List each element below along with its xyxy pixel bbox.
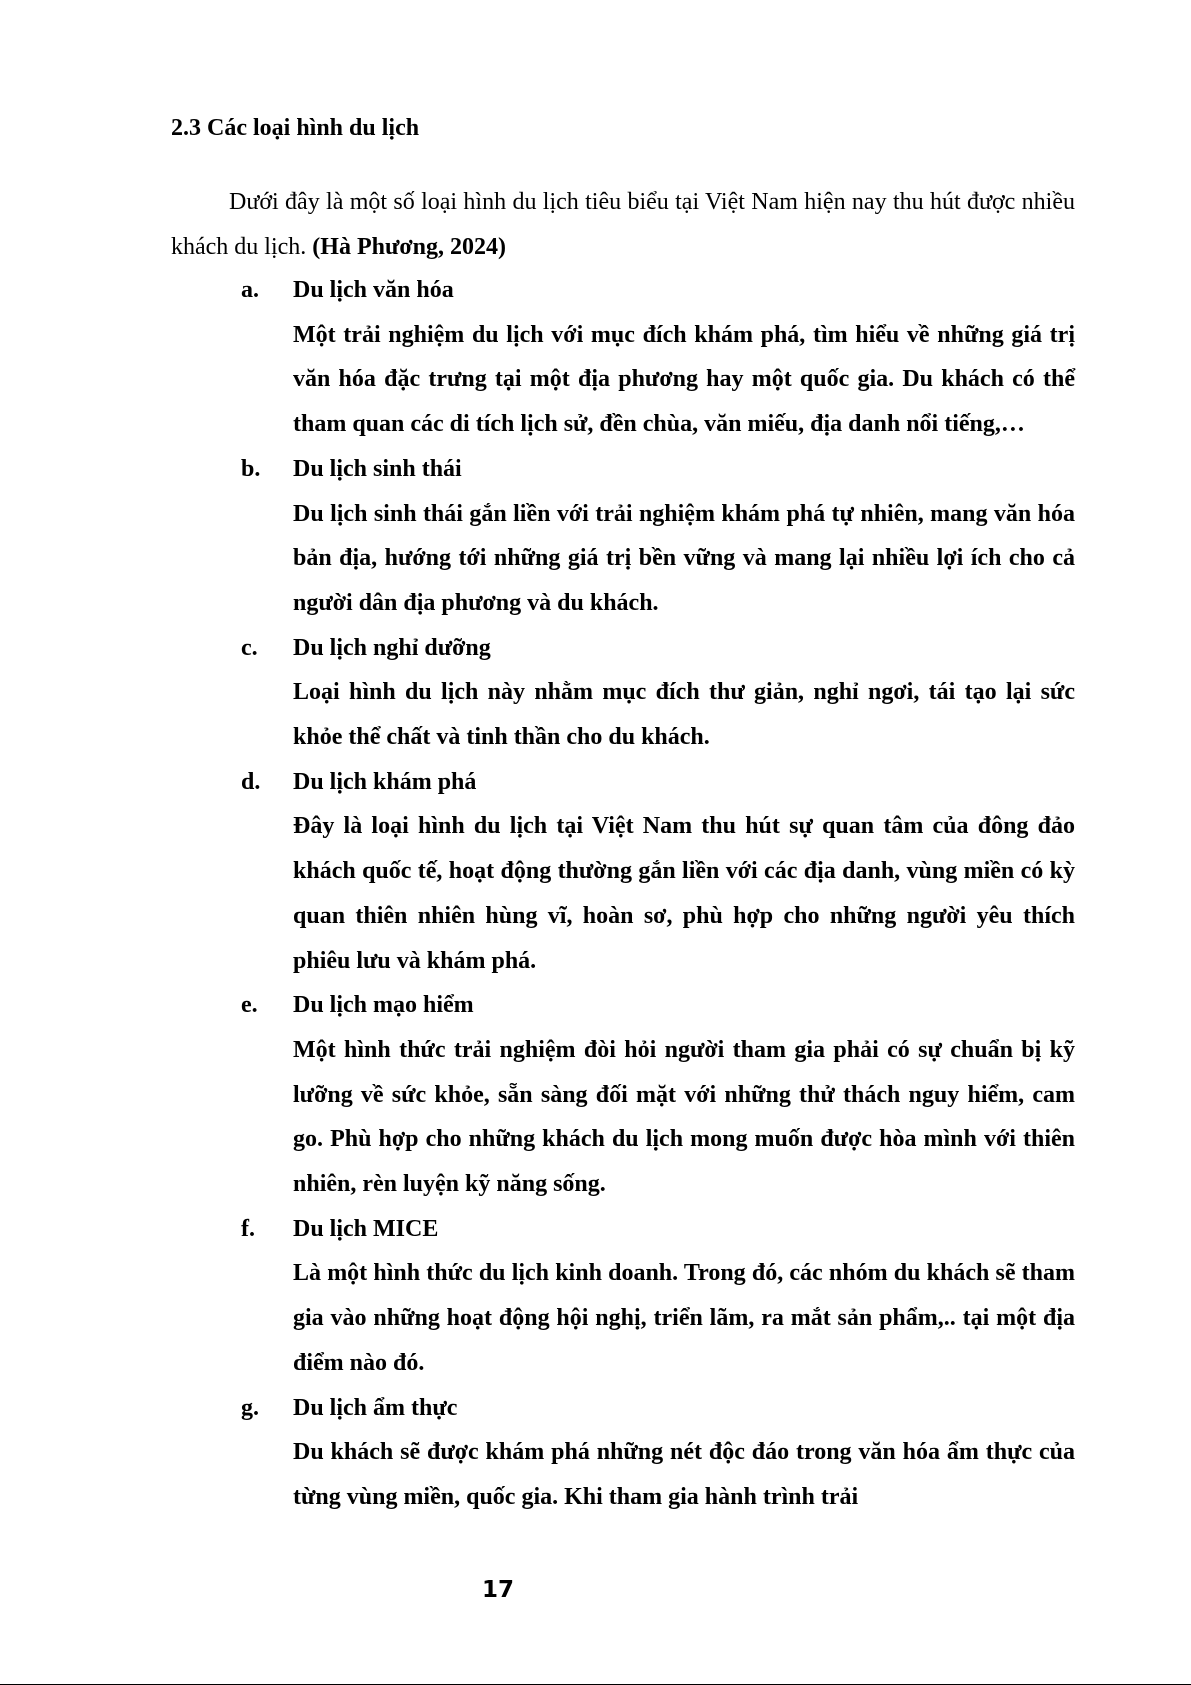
list-item [171, 1207, 1075, 1386]
list-item [171, 268, 1075, 447]
list-item-letter: a. [241, 277, 259, 303]
list-item-body: Một trải nghiệm du lịch với mục đích khám phá, tìm hiểu về những giá trị văn hóa đặc trưng tại một địa phương hay một quốc gia. Du khách có thể tham quan các di tích lịch sử, đền chùa, văn miếu, địa danh nổi tiếng,… [293, 321, 1075, 438]
list-item-heading [171, 626, 1075, 671]
list-item [171, 760, 1075, 984]
list-item-body: Một hình thức trải nghiệm đòi hỏi người tham gia phải có sự chuẩn bị kỹ lưỡng về sức khỏe, sẵn sàng đối mặt với những thử thách nguy hiểm, cam go. Phù hợp cho những khách du lịch mong muốn được hòa mình với thiên nhiên, rèn luyện kỹ năng sống. [293, 1036, 1075, 1198]
list-item-heading [171, 1207, 1075, 1252]
list-item-letter: d. [241, 768, 261, 795]
list-item-body: Đây là loại hình du lịch tại Việt Nam thu hút sự quan tâm của đông đảo khách quốc tế, hoạt động thường gắn liền với các địa danh, vùng miền có kỳ quan thiên nhiên hùng vĩ, hoàn sơ, phù hợp cho những người yêu thích phiêu lưu và khám phá. [293, 813, 1075, 974]
list-item-letter: c. [241, 634, 258, 661]
list-item-title: Du lịch nghỉ dưỡng [293, 634, 491, 661]
list-item-title: Du lịch sinh thái [293, 455, 462, 482]
list-item-body: Loại hình du lịch này nhằm mục đích thư giản, nghỉ ngơi, tái tạo lại sức khỏe thể chất và tinh thần cho du khách. [293, 679, 1075, 751]
list-item-letter: f. [241, 1215, 255, 1242]
list-item-letter: g. [241, 1394, 259, 1421]
tourism-types-list [171, 268, 1075, 1520]
list-item-title: Du lịch văn hóa [293, 277, 454, 303]
list-item [171, 626, 1075, 760]
list-item-title: Du lịch mạo hiểm [293, 992, 474, 1019]
list-item-heading [171, 760, 1075, 805]
list-item-body: Du lịch sinh thái gắn liền với trải nghiệm khám phá tự nhiên, mang văn hóa bản địa, hướng tới những giá trị bền vững và mang lại nhiều lợi ích cho cả người dân địa phương và du khách. [293, 500, 1075, 616]
list-item-letter: b. [241, 455, 261, 482]
list-item [171, 983, 1075, 1207]
list-item-body: Du khách sẽ được khám phá những nét độc đáo trong văn hóa ẩm thực của từng vùng miền, quốc gia. Khi tham gia hành trình trải [293, 1439, 1075, 1510]
page-number: 17 [482, 1577, 515, 1603]
list-item [171, 447, 1075, 626]
section-heading: 2.3 Các loại hình du lịch [171, 115, 420, 141]
list-item-heading [171, 1386, 1075, 1431]
list-item-title: Du lịch MICE [293, 1215, 439, 1242]
list-item-heading [171, 983, 1075, 1028]
list-item-heading [171, 447, 1075, 492]
intro-text: Dưới đây là một số loại hình du lịch tiêu biểu tại Việt Nam hiện nay thu hút được nhiều khách du lịch. [171, 189, 1075, 260]
list-item-letter: e. [241, 992, 258, 1019]
list-item [171, 1386, 1075, 1520]
intro-citation: (Hà Phương, 2024) [312, 233, 506, 260]
list-item-title: Du lịch khám phá [293, 768, 477, 795]
list-item-title: Du lịch ẩm thực [293, 1394, 458, 1421]
list-item-heading [171, 268, 1075, 313]
list-item-body: Là một hình thức du lịch kinh doanh. Trong đó, các nhóm du khách sẽ tham gia vào những hoạt động hội nghị, triển lãm, ra mắt sản phẩm,.. tại một địa điểm nào đó. [293, 1260, 1075, 1376]
intro-paragraph [171, 180, 1075, 269]
